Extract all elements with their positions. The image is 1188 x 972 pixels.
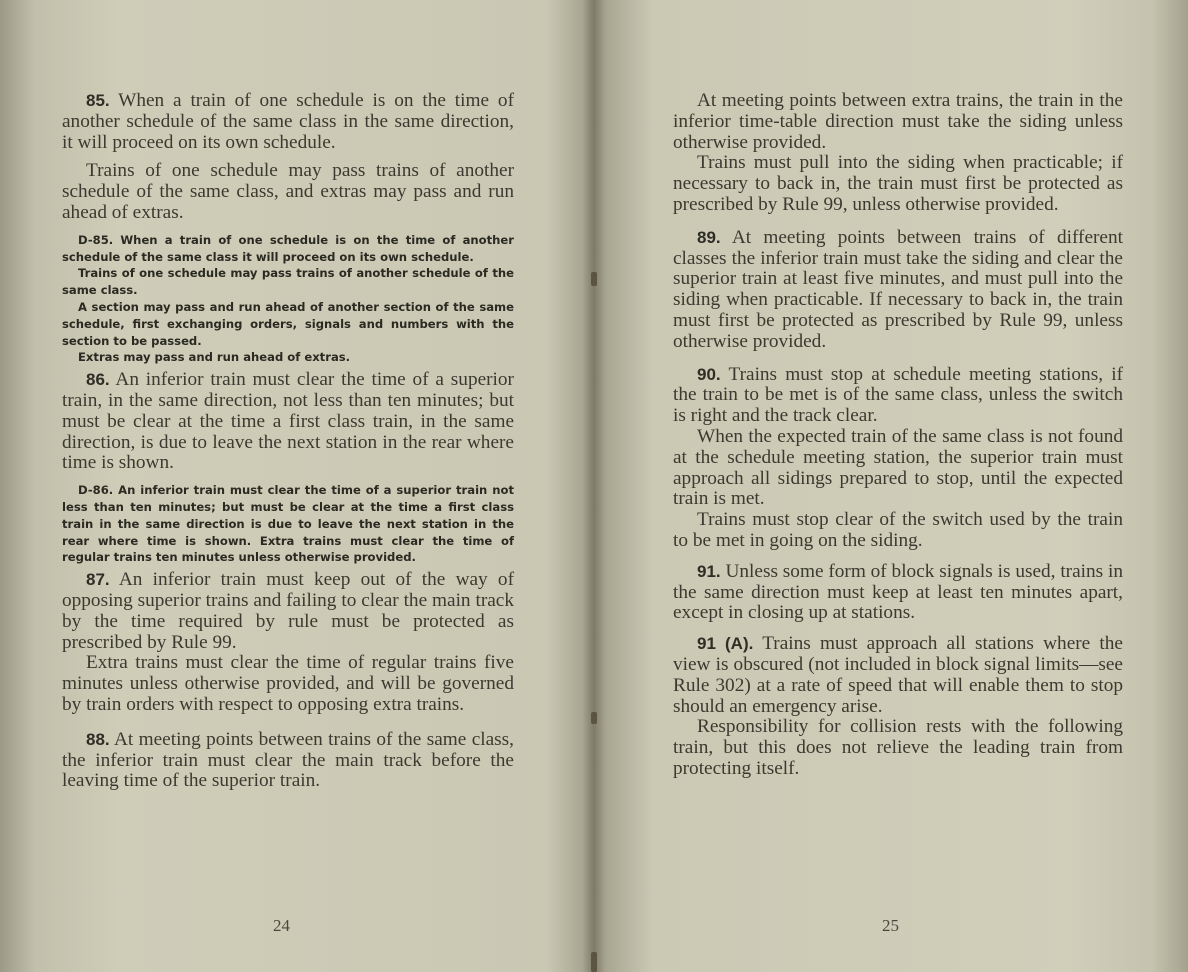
rule-number: 86. bbox=[86, 370, 110, 390]
rule-89 bbox=[673, 228, 1123, 353]
rule-text: An inferior train must keep out of the way of opposing superior trains and failing to clear the main track by the time required by rule must be protected as prescribed by Rule 99. bbox=[62, 569, 514, 653]
diag-85-p3: A section may pass and run ahead of another section of the same schedule, first exchanging orders, signals and numbers with the section to be passed. bbox=[62, 299, 514, 348]
rule-87 bbox=[62, 570, 514, 653]
rule-text: When a train of one schedule is on the time of another schedule of the same class in the same direction, it will proceed on its own schedule. bbox=[62, 90, 514, 153]
rule-88-continued-2: Trains must pull into the siding when practicable; if necessary to back in, the train must first be protected as prescribed by Rule 99, unless otherwise provided. bbox=[673, 152, 1123, 215]
rule-number: 89. bbox=[697, 227, 721, 247]
rule-text: At meeting points between trains of the same class, the inferior train must clear the main track before the leaving time of the superior train. bbox=[62, 728, 514, 792]
page-number: 25 bbox=[882, 916, 899, 935]
rule-number: 91 (A). bbox=[697, 634, 754, 654]
rule-number: 90. bbox=[697, 364, 721, 384]
rule-85 bbox=[62, 91, 514, 153]
rule-90 bbox=[673, 365, 1123, 427]
rule-text: Unless some form of block signals is used, trains in the same direction must keep at least ten minutes apart, except in closing up at stations. bbox=[673, 560, 1123, 624]
rule-text: Trains must stop at schedule meeting stations, if the train to be met is of the same class, unless the switch is right and the track clear. bbox=[673, 363, 1123, 427]
rule-number: 88. bbox=[86, 729, 110, 749]
rule-number: 87. bbox=[86, 570, 110, 590]
rule-text: Trains must approach all stations where the view is obscured (not included in block signal limits—see Rule 302) at a rate of speed that will enable them to stop should an emergency arise. bbox=[673, 633, 1123, 717]
rule-86 bbox=[62, 370, 514, 474]
right-page-text bbox=[673, 91, 1123, 780]
diag-85-p4: Extras may pass and run ahead of extras. bbox=[78, 350, 351, 365]
left-page-text bbox=[62, 91, 514, 800]
rule-number: 85. bbox=[86, 91, 110, 110]
diag-86-p1: D-86. An inferior train must clear the time of a superior train not less than ten minutes; but must be clear at the time a first class train in the same direction is due to leave the next station in the rear where time is shown. Extra trains must clear the time of regular trains ten minutes unless otherwise provided. bbox=[62, 483, 514, 565]
diagram-note-86 bbox=[62, 482, 514, 566]
right-page bbox=[595, 0, 1188, 972]
rule-text: At meeting points between trains of different classes the inferior train must take the siding and clear the superior train at least five minutes, and must pull into the siding when practicable. If necessary to back in, the train must first be protected as prescribed by Rule 99, unless otherwise provided. bbox=[673, 226, 1123, 352]
rule-91 bbox=[673, 562, 1123, 624]
rule-87-paragraph-2: Extra trains must clear the time of regular trains five minutes unless otherwise provided, and will be governed by train orders with respect to opposing extra trains. bbox=[62, 652, 514, 715]
rule-85-paragraph-2: Trains of one schedule may pass trains of another schedule of the same class, and extras may pass and run ahead of extras. bbox=[62, 160, 514, 223]
rule-90-paragraph-3: Trains must stop clear of the switch used by the train to be met in going on the siding. bbox=[673, 509, 1123, 551]
diag-85-p2: Trains of one schedule may pass trains of another schedule of the same class. bbox=[62, 266, 514, 298]
rule-88-continued-1: At meeting points between extra trains, the train in the inferior time-table direction must take the siding unless otherwise provided. bbox=[673, 90, 1123, 153]
diagram-note-85 bbox=[62, 232, 514, 366]
page-number: 24 bbox=[273, 916, 290, 935]
rule-text: An inferior train must clear the time of a superior train, in the same direction, not less than ten minutes; but must be clear at the time a first class train, in the same direction, is due to leave the next station in the rear where time is shown. bbox=[62, 369, 514, 474]
rule-91a bbox=[673, 634, 1123, 717]
rule-90-paragraph-2: When the expected train of the same class is not found at the schedule meeting station, the superior train must approach all sidings prepared to stop, until the expected train is met. bbox=[673, 425, 1123, 510]
diag-85-p1: D-85. When a train of one schedule is on the time of another schedule of the same class it will proceed on its own schedule. bbox=[62, 232, 514, 264]
rule-91a-paragraph-2: Responsibility for collision rests with the following train, but this does not relieve the leading train from protecting itself. bbox=[673, 716, 1123, 779]
rule-88 bbox=[62, 730, 514, 792]
rule-number: 91. bbox=[697, 561, 721, 581]
left-page bbox=[0, 0, 593, 972]
